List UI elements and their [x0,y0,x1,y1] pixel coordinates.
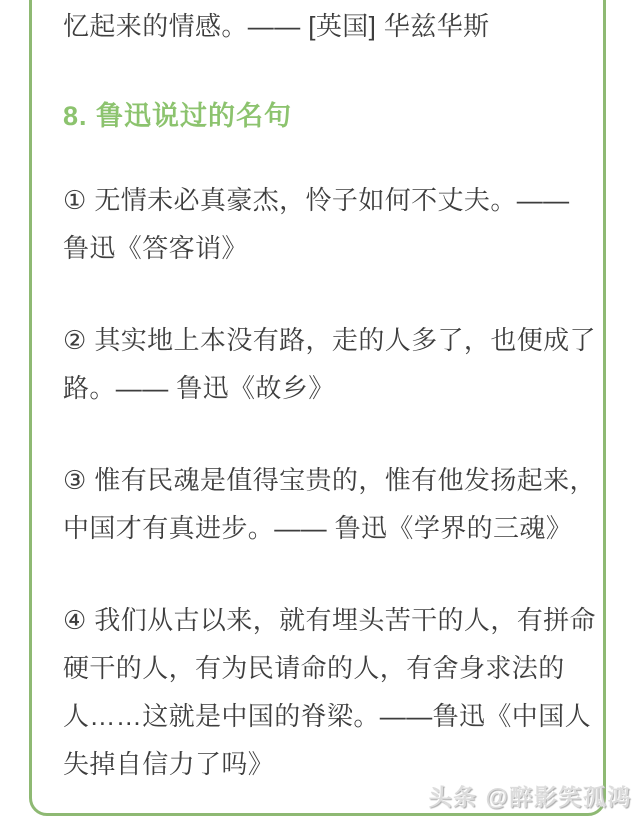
quote-3: ③ 惟有民魂是值得宝贵的，惟有他发扬起来，中国才有真进步。—— 鲁迅《学界的三魂》 [63,465,596,543]
quote-4: ④ 我们从古以来，就有埋头苦干的人，有拼命硬干的人，有为民请命的人，有舍身求法的人……这就是中国的脊梁。——鲁迅《中国人失掉自信力了吗》 [63,605,596,779]
quote-2: ② 其实地上本没有路，走的人多了，也便成了路。—— 鲁迅《故乡》 [63,325,596,403]
section-heading: 8. 鲁迅说过的名句 [63,101,293,131]
article-content [63,2,599,788]
toutiao-watermark: 头条 @醉影笑孤鸿 [428,784,632,810]
quote-1: ① 无情未必真豪杰，怜子如何不丈夫。—— 鲁迅《答客诮》 [63,185,570,263]
intro-line: 忆起来的情感。—— [英国] 华兹华斯 [63,11,490,41]
